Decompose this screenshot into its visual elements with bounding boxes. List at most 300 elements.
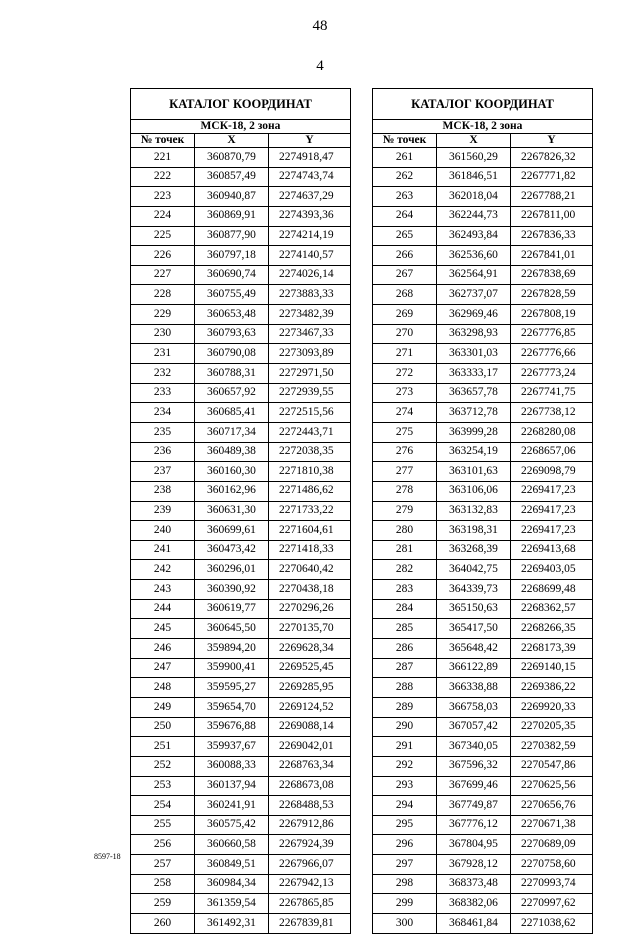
x-coordinate-cell: 359937,67 bbox=[195, 737, 269, 757]
point-number-cell: 292 bbox=[373, 756, 437, 776]
point-number-cell: 296 bbox=[373, 835, 437, 855]
x-coordinate-cell: 359654,70 bbox=[195, 697, 269, 717]
x-coordinate-cell: 360137,94 bbox=[195, 776, 269, 796]
x-coordinate-cell: 360088,33 bbox=[195, 756, 269, 776]
point-number-cell: 294 bbox=[373, 796, 437, 816]
point-number-cell: 245 bbox=[131, 619, 195, 639]
table-row bbox=[131, 148, 351, 168]
x-coordinate-cell: 360793,63 bbox=[195, 324, 269, 344]
x-coordinate-cell: 363101,63 bbox=[437, 462, 511, 482]
y-coordinate-cell: 2270625,56 bbox=[511, 776, 593, 796]
x-coordinate-cell: 360619,77 bbox=[195, 599, 269, 619]
table-row bbox=[131, 580, 351, 600]
table-row bbox=[373, 246, 593, 266]
point-number-cell: 248 bbox=[131, 678, 195, 698]
y-coordinate-cell: 2270205,35 bbox=[511, 717, 593, 737]
x-coordinate-cell: 360160,30 bbox=[195, 462, 269, 482]
table-row bbox=[131, 265, 351, 285]
point-number-cell: 255 bbox=[131, 815, 195, 835]
y-coordinate-cell: 2268673,08 bbox=[269, 776, 351, 796]
point-number-cell: 298 bbox=[373, 874, 437, 894]
x-coordinate-cell: 365648,42 bbox=[437, 639, 511, 659]
y-coordinate-cell: 2271038,62 bbox=[511, 913, 593, 933]
zone-label: МСК-18, 2 зона bbox=[131, 120, 351, 134]
table-row bbox=[373, 874, 593, 894]
point-number-cell: 257 bbox=[131, 855, 195, 875]
x-coordinate-cell: 362536,60 bbox=[437, 246, 511, 266]
table-row bbox=[131, 540, 351, 560]
x-coordinate-cell: 363298,93 bbox=[437, 324, 511, 344]
x-coordinate-cell: 360690,74 bbox=[195, 265, 269, 285]
y-coordinate-cell: 2268266,35 bbox=[511, 619, 593, 639]
x-coordinate-cell: 360657,92 bbox=[195, 383, 269, 403]
y-coordinate-cell: 2268173,39 bbox=[511, 639, 593, 659]
y-coordinate-cell: 2270758,60 bbox=[511, 855, 593, 875]
y-coordinate-cell: 2269285,95 bbox=[269, 678, 351, 698]
y-coordinate-cell: 2270671,38 bbox=[511, 815, 593, 835]
x-coordinate-cell: 360877,90 bbox=[195, 226, 269, 246]
point-number-cell: 225 bbox=[131, 226, 195, 246]
table-row bbox=[131, 560, 351, 580]
table-row bbox=[373, 540, 593, 560]
x-coordinate-cell: 367776,12 bbox=[437, 815, 511, 835]
table-row bbox=[131, 285, 351, 305]
point-number-cell: 226 bbox=[131, 246, 195, 266]
x-coordinate-cell: 363198,31 bbox=[437, 521, 511, 541]
table-row bbox=[131, 619, 351, 639]
point-number-cell: 249 bbox=[131, 697, 195, 717]
table-row bbox=[373, 265, 593, 285]
table-row bbox=[373, 206, 593, 226]
x-coordinate-cell: 367804,95 bbox=[437, 835, 511, 855]
point-number-cell: 252 bbox=[131, 756, 195, 776]
point-number-cell: 262 bbox=[373, 167, 437, 187]
x-coordinate-cell: 360788,31 bbox=[195, 364, 269, 384]
x-coordinate-cell: 359676,88 bbox=[195, 717, 269, 737]
y-coordinate-cell: 2271604,61 bbox=[269, 521, 351, 541]
y-coordinate-cell: 2271733,22 bbox=[269, 501, 351, 521]
point-number-cell: 223 bbox=[131, 187, 195, 207]
table-row bbox=[131, 796, 351, 816]
x-coordinate-cell: 360645,50 bbox=[195, 619, 269, 639]
x-coordinate-cell: 360699,61 bbox=[195, 521, 269, 541]
table-row bbox=[131, 226, 351, 246]
x-coordinate-cell: 359595,27 bbox=[195, 678, 269, 698]
point-number-cell: 293 bbox=[373, 776, 437, 796]
point-number-cell: 256 bbox=[131, 835, 195, 855]
y-coordinate-cell: 2267773,24 bbox=[511, 364, 593, 384]
x-coordinate-cell: 362244,73 bbox=[437, 206, 511, 226]
table-row bbox=[131, 815, 351, 835]
x-coordinate-cell: 360473,42 bbox=[195, 540, 269, 560]
x-coordinate-cell: 366122,89 bbox=[437, 658, 511, 678]
point-number-cell: 233 bbox=[131, 383, 195, 403]
table-row bbox=[373, 501, 593, 521]
y-coordinate-cell: 2267741,75 bbox=[511, 383, 593, 403]
table-row bbox=[131, 167, 351, 187]
table-row bbox=[131, 187, 351, 207]
x-coordinate-cell: 366758,03 bbox=[437, 697, 511, 717]
point-number-cell: 263 bbox=[373, 187, 437, 207]
table-row bbox=[131, 678, 351, 698]
table-row bbox=[373, 697, 593, 717]
y-coordinate-cell: 2268488,53 bbox=[269, 796, 351, 816]
point-number-cell: 267 bbox=[373, 265, 437, 285]
zone-label: МСК-18, 2 зона bbox=[373, 120, 593, 134]
y-coordinate-cell: 2273482,39 bbox=[269, 305, 351, 325]
y-coordinate-cell: 2270382,59 bbox=[511, 737, 593, 757]
table-row bbox=[373, 148, 593, 168]
table-row bbox=[131, 894, 351, 914]
y-coordinate-cell: 2270640,42 bbox=[269, 560, 351, 580]
table-row bbox=[373, 835, 593, 855]
point-number-cell: 297 bbox=[373, 855, 437, 875]
point-number-cell: 265 bbox=[373, 226, 437, 246]
table-row bbox=[373, 815, 593, 835]
point-number-cell: 271 bbox=[373, 344, 437, 364]
x-coordinate-cell: 360797,18 bbox=[195, 246, 269, 266]
point-number-cell: 258 bbox=[131, 874, 195, 894]
table-row bbox=[131, 324, 351, 344]
point-number-cell: 260 bbox=[131, 913, 195, 933]
column-header-x: X bbox=[437, 134, 511, 148]
table-row bbox=[373, 678, 593, 698]
y-coordinate-cell: 2267771,82 bbox=[511, 167, 593, 187]
y-coordinate-cell: 2269417,23 bbox=[511, 501, 593, 521]
point-number-cell: 275 bbox=[373, 422, 437, 442]
y-coordinate-cell: 2271810,38 bbox=[269, 462, 351, 482]
y-coordinate-cell: 2274393,36 bbox=[269, 206, 351, 226]
point-number-cell: 268 bbox=[373, 285, 437, 305]
point-number-cell: 251 bbox=[131, 737, 195, 757]
point-number-cell: 261 bbox=[373, 148, 437, 168]
table-row bbox=[131, 403, 351, 423]
x-coordinate-cell: 360940,87 bbox=[195, 187, 269, 207]
table-row bbox=[131, 717, 351, 737]
point-number-cell: 230 bbox=[131, 324, 195, 344]
y-coordinate-cell: 2272939,55 bbox=[269, 383, 351, 403]
point-number-cell: 300 bbox=[373, 913, 437, 933]
table-row bbox=[373, 422, 593, 442]
y-coordinate-cell: 2268657,06 bbox=[511, 442, 593, 462]
y-coordinate-cell: 2272038,35 bbox=[269, 442, 351, 462]
table-row bbox=[373, 580, 593, 600]
x-coordinate-cell: 359900,41 bbox=[195, 658, 269, 678]
point-number-cell: 247 bbox=[131, 658, 195, 678]
table-row bbox=[131, 776, 351, 796]
y-coordinate-cell: 2267841,01 bbox=[511, 246, 593, 266]
catalog-title: КАТАЛОГ КООРДИНАТ bbox=[373, 89, 593, 120]
y-coordinate-cell: 2272515,56 bbox=[269, 403, 351, 423]
y-coordinate-cell: 2274026,14 bbox=[269, 265, 351, 285]
point-number-cell: 240 bbox=[131, 521, 195, 541]
x-coordinate-cell: 362969,46 bbox=[437, 305, 511, 325]
y-coordinate-cell: 2274743,74 bbox=[269, 167, 351, 187]
y-coordinate-cell: 2267828,59 bbox=[511, 285, 593, 305]
table-row bbox=[131, 206, 351, 226]
y-coordinate-cell: 2267942,13 bbox=[269, 874, 351, 894]
point-number-cell: 281 bbox=[373, 540, 437, 560]
x-coordinate-cell: 360685,41 bbox=[195, 403, 269, 423]
y-coordinate-cell: 2267912,86 bbox=[269, 815, 351, 835]
y-coordinate-cell: 2267865,85 bbox=[269, 894, 351, 914]
table-row bbox=[373, 521, 593, 541]
y-coordinate-cell: 2274214,19 bbox=[269, 226, 351, 246]
x-coordinate-cell: 360849,51 bbox=[195, 855, 269, 875]
y-coordinate-cell: 2271418,33 bbox=[269, 540, 351, 560]
table-row bbox=[373, 462, 593, 482]
table-row bbox=[373, 894, 593, 914]
y-coordinate-cell: 2269628,34 bbox=[269, 639, 351, 659]
x-coordinate-cell: 368461,84 bbox=[437, 913, 511, 933]
y-coordinate-cell: 2269417,23 bbox=[511, 521, 593, 541]
column-header-point: № точек bbox=[131, 134, 195, 148]
y-coordinate-cell: 2272971,50 bbox=[269, 364, 351, 384]
table-row bbox=[131, 697, 351, 717]
y-coordinate-cell: 2269403,05 bbox=[511, 560, 593, 580]
table-row bbox=[373, 756, 593, 776]
y-coordinate-cell: 2273883,33 bbox=[269, 285, 351, 305]
catalog-title: КАТАЛОГ КООРДИНАТ bbox=[131, 89, 351, 120]
x-coordinate-cell: 360162,96 bbox=[195, 481, 269, 501]
point-number-cell: 276 bbox=[373, 442, 437, 462]
point-number-cell: 259 bbox=[131, 894, 195, 914]
y-coordinate-cell: 2267836,33 bbox=[511, 226, 593, 246]
point-number-cell: 284 bbox=[373, 599, 437, 619]
point-number-cell: 243 bbox=[131, 580, 195, 600]
x-coordinate-cell: 362018,04 bbox=[437, 187, 511, 207]
point-number-cell: 286 bbox=[373, 639, 437, 659]
table-row bbox=[131, 835, 351, 855]
point-number-cell: 282 bbox=[373, 560, 437, 580]
table-row bbox=[373, 913, 593, 933]
x-coordinate-cell: 365150,63 bbox=[437, 599, 511, 619]
table-row bbox=[131, 737, 351, 757]
y-coordinate-cell: 2270296,26 bbox=[269, 599, 351, 619]
point-number-cell: 239 bbox=[131, 501, 195, 521]
x-coordinate-cell: 364042,75 bbox=[437, 560, 511, 580]
table-row bbox=[131, 462, 351, 482]
x-coordinate-cell: 368373,48 bbox=[437, 874, 511, 894]
y-coordinate-cell: 2267808,19 bbox=[511, 305, 593, 325]
point-number-cell: 266 bbox=[373, 246, 437, 266]
coordinate-catalog-table-left bbox=[130, 88, 351, 934]
point-number-cell: 270 bbox=[373, 324, 437, 344]
x-coordinate-cell: 360857,49 bbox=[195, 167, 269, 187]
y-coordinate-cell: 2273093,89 bbox=[269, 344, 351, 364]
x-coordinate-cell: 361560,29 bbox=[437, 148, 511, 168]
y-coordinate-cell: 2269525,45 bbox=[269, 658, 351, 678]
x-coordinate-cell: 362564,91 bbox=[437, 265, 511, 285]
table-row bbox=[373, 737, 593, 757]
table-row bbox=[131, 639, 351, 659]
x-coordinate-cell: 368382,06 bbox=[437, 894, 511, 914]
y-coordinate-cell: 2268280,08 bbox=[511, 422, 593, 442]
y-coordinate-cell: 2267924,39 bbox=[269, 835, 351, 855]
table-row bbox=[373, 481, 593, 501]
table-row bbox=[373, 344, 593, 364]
x-coordinate-cell: 360296,01 bbox=[195, 560, 269, 580]
point-number-cell: 242 bbox=[131, 560, 195, 580]
point-number-cell: 280 bbox=[373, 521, 437, 541]
y-coordinate-cell: 2272443,71 bbox=[269, 422, 351, 442]
y-coordinate-cell: 2268699,48 bbox=[511, 580, 593, 600]
coordinate-catalog-table-right bbox=[372, 88, 593, 934]
table-body-right bbox=[373, 148, 593, 934]
table-row bbox=[131, 855, 351, 875]
sheet-number: 4 bbox=[316, 58, 324, 74]
table-row bbox=[131, 756, 351, 776]
table-row bbox=[373, 167, 593, 187]
point-number-cell: 235 bbox=[131, 422, 195, 442]
x-coordinate-cell: 360241,91 bbox=[195, 796, 269, 816]
y-coordinate-cell: 2269417,23 bbox=[511, 481, 593, 501]
point-number-cell: 221 bbox=[131, 148, 195, 168]
point-number-cell: 285 bbox=[373, 619, 437, 639]
x-coordinate-cell: 367749,87 bbox=[437, 796, 511, 816]
y-coordinate-cell: 2267811,00 bbox=[511, 206, 593, 226]
point-number-cell: 278 bbox=[373, 481, 437, 501]
point-number-cell: 236 bbox=[131, 442, 195, 462]
y-coordinate-cell: 2269042,01 bbox=[269, 737, 351, 757]
table-row bbox=[131, 364, 351, 384]
point-number-cell: 289 bbox=[373, 697, 437, 717]
y-coordinate-cell: 2269920,33 bbox=[511, 697, 593, 717]
x-coordinate-cell: 360790,08 bbox=[195, 344, 269, 364]
x-coordinate-cell: 363301,03 bbox=[437, 344, 511, 364]
y-coordinate-cell: 2267776,85 bbox=[511, 324, 593, 344]
table-row bbox=[373, 560, 593, 580]
column-header-y: Y bbox=[511, 134, 593, 148]
x-coordinate-cell: 363268,39 bbox=[437, 540, 511, 560]
table-row bbox=[131, 913, 351, 933]
point-number-cell: 229 bbox=[131, 305, 195, 325]
x-coordinate-cell: 367340,05 bbox=[437, 737, 511, 757]
table-row bbox=[131, 246, 351, 266]
point-number-cell: 277 bbox=[373, 462, 437, 482]
y-coordinate-cell: 2270656,76 bbox=[511, 796, 593, 816]
point-number-cell: 231 bbox=[131, 344, 195, 364]
x-coordinate-cell: 367699,46 bbox=[437, 776, 511, 796]
point-number-cell: 274 bbox=[373, 403, 437, 423]
x-coordinate-cell: 360755,49 bbox=[195, 285, 269, 305]
table-row bbox=[131, 658, 351, 678]
x-coordinate-cell: 361492,31 bbox=[195, 913, 269, 933]
document-code: 8597-18 bbox=[94, 852, 121, 861]
y-coordinate-cell: 2269088,14 bbox=[269, 717, 351, 737]
x-coordinate-cell: 363254,19 bbox=[437, 442, 511, 462]
x-coordinate-cell: 360660,58 bbox=[195, 835, 269, 855]
x-coordinate-cell: 365417,50 bbox=[437, 619, 511, 639]
point-number-cell: 253 bbox=[131, 776, 195, 796]
point-number-cell: 264 bbox=[373, 206, 437, 226]
x-coordinate-cell: 360984,34 bbox=[195, 874, 269, 894]
table-row bbox=[131, 874, 351, 894]
table-body-left bbox=[131, 148, 351, 934]
y-coordinate-cell: 2267839,81 bbox=[269, 913, 351, 933]
x-coordinate-cell: 362493,84 bbox=[437, 226, 511, 246]
column-header-y: Y bbox=[269, 134, 351, 148]
table-row bbox=[373, 658, 593, 678]
x-coordinate-cell: 363333,17 bbox=[437, 364, 511, 384]
y-coordinate-cell: 2270993,74 bbox=[511, 874, 593, 894]
x-coordinate-cell: 363106,06 bbox=[437, 481, 511, 501]
y-coordinate-cell: 2267966,07 bbox=[269, 855, 351, 875]
point-number-cell: 238 bbox=[131, 481, 195, 501]
x-coordinate-cell: 360869,91 bbox=[195, 206, 269, 226]
point-number-cell: 291 bbox=[373, 737, 437, 757]
y-coordinate-cell: 2268362,57 bbox=[511, 599, 593, 619]
y-coordinate-cell: 2267826,32 bbox=[511, 148, 593, 168]
table-row bbox=[373, 187, 593, 207]
page-number: 48 bbox=[312, 18, 328, 34]
table-row bbox=[373, 324, 593, 344]
column-header-point: № точек bbox=[373, 134, 437, 148]
point-number-cell: 222 bbox=[131, 167, 195, 187]
table-row bbox=[131, 599, 351, 619]
point-number-cell: 237 bbox=[131, 462, 195, 482]
table-row bbox=[373, 285, 593, 305]
table-row bbox=[131, 521, 351, 541]
x-coordinate-cell: 361846,51 bbox=[437, 167, 511, 187]
table-row bbox=[131, 305, 351, 325]
point-number-cell: 241 bbox=[131, 540, 195, 560]
table-row bbox=[131, 501, 351, 521]
point-number-cell: 273 bbox=[373, 383, 437, 403]
table-row bbox=[131, 442, 351, 462]
table-row bbox=[373, 403, 593, 423]
table-row bbox=[373, 796, 593, 816]
table-row bbox=[131, 481, 351, 501]
y-coordinate-cell: 2267838,69 bbox=[511, 265, 593, 285]
point-number-cell: 283 bbox=[373, 580, 437, 600]
x-coordinate-cell: 360631,30 bbox=[195, 501, 269, 521]
y-coordinate-cell: 2269140,15 bbox=[511, 658, 593, 678]
y-coordinate-cell: 2273467,33 bbox=[269, 324, 351, 344]
table-row bbox=[373, 599, 593, 619]
table-row bbox=[131, 383, 351, 403]
table-row bbox=[373, 855, 593, 875]
point-number-cell: 224 bbox=[131, 206, 195, 226]
table-row bbox=[373, 226, 593, 246]
y-coordinate-cell: 2274637,29 bbox=[269, 187, 351, 207]
table-row bbox=[373, 442, 593, 462]
point-number-cell: 299 bbox=[373, 894, 437, 914]
point-number-cell: 228 bbox=[131, 285, 195, 305]
x-coordinate-cell: 360717,34 bbox=[195, 422, 269, 442]
point-number-cell: 272 bbox=[373, 364, 437, 384]
x-coordinate-cell: 363999,28 bbox=[437, 422, 511, 442]
point-number-cell: 246 bbox=[131, 639, 195, 659]
point-number-cell: 295 bbox=[373, 815, 437, 835]
y-coordinate-cell: 2269413,68 bbox=[511, 540, 593, 560]
table-row bbox=[373, 305, 593, 325]
x-coordinate-cell: 364339,73 bbox=[437, 580, 511, 600]
table-row bbox=[373, 364, 593, 384]
point-number-cell: 269 bbox=[373, 305, 437, 325]
y-coordinate-cell: 2270135,70 bbox=[269, 619, 351, 639]
x-coordinate-cell: 359894,20 bbox=[195, 639, 269, 659]
x-coordinate-cell: 363712,78 bbox=[437, 403, 511, 423]
column-header-x: X bbox=[195, 134, 269, 148]
point-number-cell: 227 bbox=[131, 265, 195, 285]
x-coordinate-cell: 363657,78 bbox=[437, 383, 511, 403]
x-coordinate-cell: 360870,79 bbox=[195, 148, 269, 168]
y-coordinate-cell: 2270997,62 bbox=[511, 894, 593, 914]
y-coordinate-cell: 2268763,34 bbox=[269, 756, 351, 776]
x-coordinate-cell: 361359,54 bbox=[195, 894, 269, 914]
y-coordinate-cell: 2270689,09 bbox=[511, 835, 593, 855]
